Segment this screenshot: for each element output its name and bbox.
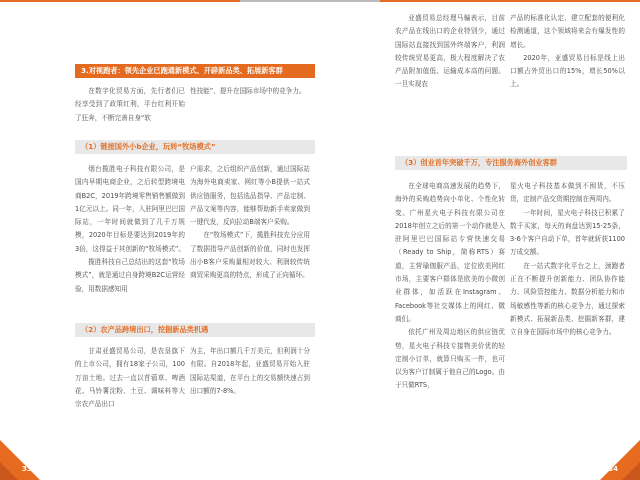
section-title-banner: 3.对视跑者：领先企业已跑通新模式、开辟新品类、拓展新客群	[75, 64, 315, 78]
paragraph: 在“牧场模式”下，揽胜科技充分应用了数据指导产品创新的价值，同时也发挥出小B客户采购量相对较大、利润较传统商贸采购更高的特点，形成了正向循环。	[190, 231, 310, 280]
paragraph: 星火电子科技基本做到不囤货，不压货，定制产品交货期控制在两周内。	[510, 182, 625, 204]
paragraph: 烟台揽胜电子科技有限公司，是国内早期电商企业，之后转型跨境电商B2C，2019年跨境零售销售额做到1亿元以上。同一年，入驻阿里巴巴国际站，一年时间就做到了几千万规模，2020年目标是要达到2019年的3倍，这得益于其创新的“牧场模式”。	[75, 165, 185, 253]
top-accent-bar	[320, 0, 640, 2]
paragraph: 亚盛贸易总经理马骗表示，目前农产品在线出口的企业特别少，通过国际站直接找到国外终端客户，利润较传统贸易更高，极大程度解决了农产品附加值低、运输成本高的问题。一旦实现农	[395, 14, 505, 89]
subsection-2-col-1	[75, 345, 185, 411]
corner-triangle-dark	[0, 462, 18, 480]
paragraph: 依托广州及周边地区的供应链优势，星火电子科技专接物美价优的轻定制小订单，就算只购买一件，也可以为客户订制属于他自己的Logo。由于只做RTS，	[395, 328, 505, 390]
paragraph: 为主，年出口额几千万美元，但利润十分有限。自2018年起，亚盛贸易开始入驻国际站渠道，在平台上的交易额快速占到出口额的7-8%。	[190, 347, 310, 395]
corner-triangle-dark	[622, 462, 640, 480]
top-gray-segment	[320, 0, 380, 2]
page-number: 34	[608, 465, 618, 473]
paragraph: 2020年，亚盛贸易目标是线上出口额占外贸出口的15%，增长50%以上。	[510, 53, 625, 89]
top-col-1	[395, 12, 505, 92]
top-accent-bar	[0, 0, 320, 2]
paragraph: 性技能”，提升在国际市场中的竞争力。	[190, 87, 306, 95]
subsection-2-title: （2）农产品跨境出口，挖掘新品类机遇	[75, 323, 315, 337]
paragraph: 产品的标准化认定、建立配套的便利化检测通道，这个领域将来会有爆发性的增长。	[510, 14, 625, 49]
subsection-2-col-2	[190, 345, 310, 398]
paragraph: 一年时间，星火电子科技已积累了数千买家，每天的询盘达到15-25条，3-6个客户自动下单，首年就斩获1100万成交额。	[510, 208, 625, 257]
intro-text-right	[190, 85, 310, 98]
subsection-1-title: （1）链接国外小b企业，玩转“牧场模式”	[75, 140, 315, 154]
subsection-1-col-2	[190, 163, 310, 283]
subsection-3-col-2	[510, 180, 625, 340]
top-gray-segment	[240, 0, 320, 2]
paragraph: 揽胜科技自己总结出的这套“牧场模式”，就是通过自身跨境B2C运营经验，用数据感知用	[75, 258, 185, 293]
intro-text-left	[75, 85, 185, 125]
paragraph: 甘肃亚盛贸易公司，是农垦旗下的上市公司，拥有18家子公司，100万亩土地。过去一直以苜蓿草、啤酒花、马铃薯淀粉、土豆、调味料等大宗农产品出口	[75, 347, 185, 409]
subsection-3-title: （3）创业首年突破千万，专注服务海外创业客群	[395, 156, 627, 170]
right-page	[320, 0, 640, 480]
subsection-3-col-1	[395, 180, 505, 393]
paragraph: 在全球电商高速发展的趋势下，海外的采购趋势向小单化、个性化转变。广州星火电子科技有限公司在2018年创立之后的第一个动作就是入驻阿里巴巴国际站专营快速交易（Ready to Ship，简称RTS）赛道，主营瑜伽服产品，定位欧美网红市场，主要客户群体是欧美的小微创业群体，如活跃在Instagram、Facebook等社交媒体上的网红、微商们。	[395, 182, 505, 323]
paragraph: 户需求，之后组织产品创新，通过国际站为海外电商卖家、网红等小B提供一站式供应链服务，包括选品指导、产品定制、产品文案等内容，能够帮助新手卖家做到一键代发，反向拉动B端客户采购。	[190, 165, 310, 227]
paragraph: 在一站式数字化平台之上，颈跑者正在不断提升创新能力、团队协作能力、风险管控能力、数据分析能力和市场敏感性等新的核心竞争力，通过探索新模式、拓展新品类、挖掘新客群，建立自身在国际市场中的核心竞争力。	[510, 261, 625, 337]
subsection-1-col-1	[75, 163, 185, 296]
page-number: 33	[22, 465, 32, 473]
top-col-2	[510, 12, 625, 92]
paragraph: 在数字化贸易方面，先行者们已经享受到了政策红利，平台红利开始了狂奔，不断完善自身“软	[75, 87, 185, 122]
